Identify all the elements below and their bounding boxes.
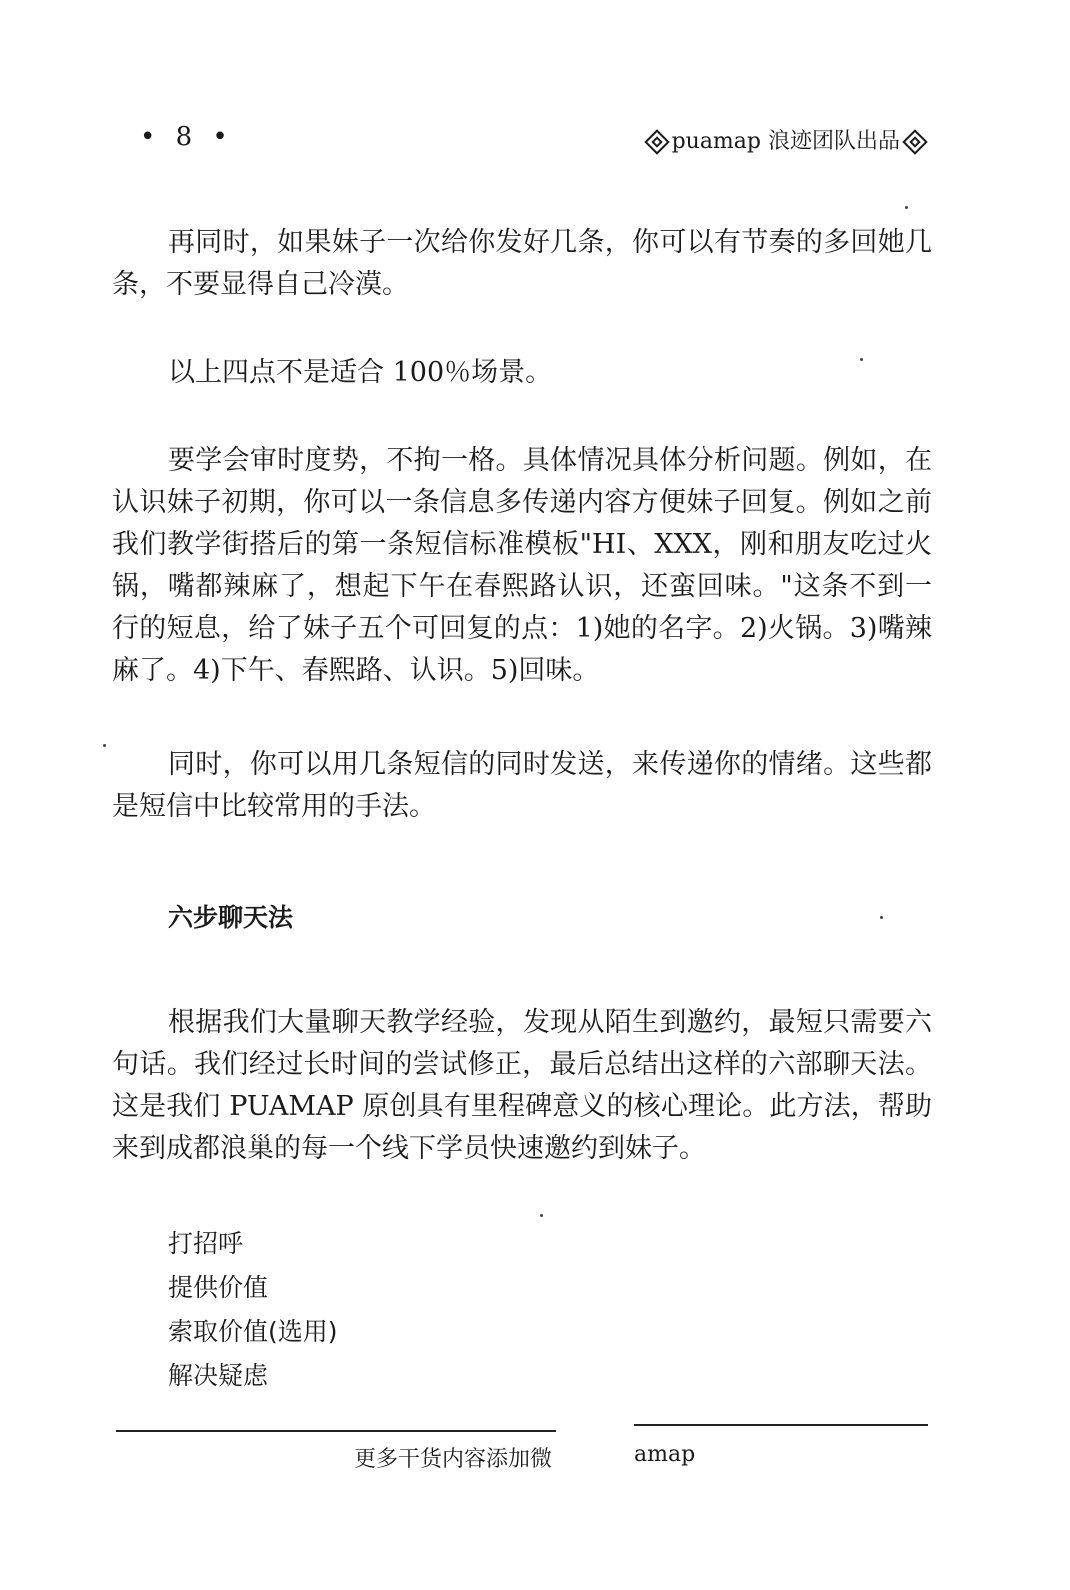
paragraph: [112, 352, 932, 394]
footer-promo-text: 更多干货内容添加微: [354, 1447, 553, 1472]
list-item: 打招呼: [168, 1229, 244, 1258]
diamond-ornament-icon: [644, 129, 669, 154]
scan-speck: [103, 744, 106, 747]
scan-speck: [880, 916, 883, 919]
paragraph: [112, 222, 932, 306]
paragraph: [112, 440, 932, 692]
steps-list: [168, 1222, 338, 1398]
list-item: 提供价值: [168, 1273, 269, 1302]
paragraph: [112, 744, 932, 828]
list-item: 索取价值(选用): [168, 1317, 338, 1346]
diamond-ornament-icon: [902, 129, 927, 154]
footer-divider: [116, 1430, 556, 1432]
scan-speck: [860, 358, 863, 361]
section-title: 六步聊天法: [168, 903, 294, 932]
running-head-text: puamap 浪迹团队出品: [671, 129, 900, 154]
section-intro: [112, 1002, 932, 1170]
page-number: • 8 •: [140, 122, 234, 152]
running-head: [642, 124, 930, 155]
footer-promo-fragment: amap: [634, 1442, 696, 1467]
paragraph-text: 再同时，如果妹子一次给你发好几条，你可以有节奏的多回她几条，不要显得自己冷漠。: [112, 227, 932, 300]
paragraph-text: 以上四点不是适合 100％场景。: [168, 357, 553, 388]
footer-divider: [634, 1424, 928, 1426]
page-header: [140, 122, 930, 162]
scan-speck: [905, 206, 908, 209]
paragraph-text: 同时，你可以用几条短信的同时发送，来传递你的情绪。这些都是短信中比较常用的手法。: [112, 749, 932, 822]
paragraph-text: 根据我们大量聊天教学经验，发现从陌生到邀约，最短只需要六句话。我们经过长时间的尝试修正，最后总结出这样的六部聊天法。这是我们 PUAMAP 原创具有里程碑意义的核心理论。此方法，帮助来到成都浪巢的每一个线下学员快速邀约到妹子。: [112, 1007, 932, 1164]
list-item: 解决疑虑: [168, 1361, 269, 1390]
scan-speck: [540, 1214, 543, 1217]
paragraph-text: 要学会审时度势，不拘一格。具体情况具体分析问题。例如，在认识妹子初期，你可以一条信息多传递内容方便妹子回复。例如之前我们教学街搭后的第一条短信标准模板"HI、XXX，刚和朋友吃过火锅，嘴都辣麻了，想起下午在春熙路认识，还蛮回味。"这条不到一行的短息，给了妹子五个可回复的点：1)她的名字。2)火锅。3)嘴辣麻了。4)下午、春熙路、认识。5)回味。: [112, 445, 932, 686]
